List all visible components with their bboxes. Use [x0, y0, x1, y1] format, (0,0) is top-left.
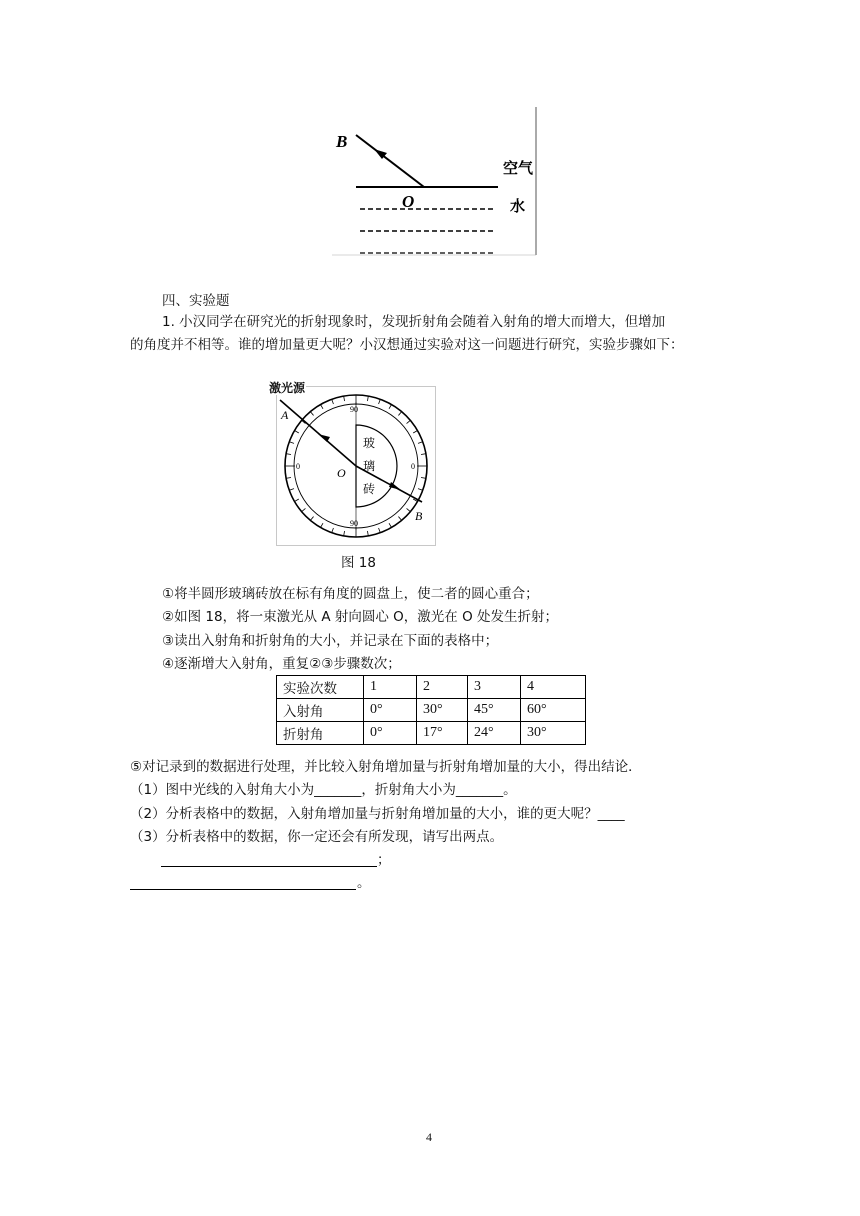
table-row: [277, 676, 586, 699]
table-cell: 实验次数: [277, 676, 364, 699]
step-1: ①将半圆形玻璃砖放在标有角度的圆盘上，使二者的圆心重合；: [162, 586, 539, 602]
incident-ray: [280, 400, 356, 466]
tick-mark: [379, 528, 381, 533]
tick-mark: [286, 477, 291, 478]
table-cell: 0°: [364, 722, 417, 745]
tick-mark: [295, 431, 299, 434]
step-2: ②如图 18，将一束激光从 A 射向圆心 O，激光在 O 处发生折射；: [162, 609, 559, 625]
tick-mark: [310, 517, 313, 521]
tick-mark: [344, 531, 345, 536]
table-row: [277, 722, 586, 745]
table-cell: 30°: [521, 722, 586, 745]
tick-mark: [310, 412, 313, 416]
table-cell: 45°: [468, 699, 521, 722]
page-number: 4: [426, 1130, 432, 1144]
tick-mark: [379, 399, 381, 404]
figure-caption: 图 18: [341, 555, 376, 571]
tick-mark: [407, 420, 411, 423]
table-cell: 3: [468, 676, 521, 699]
laser-source-label: 激光源: [269, 381, 306, 395]
glass-char-2: 璃: [363, 459, 376, 473]
table-cell: 2: [417, 676, 468, 699]
table-cell: 折射角: [277, 722, 364, 745]
answer-blank-2[interactable]: [130, 889, 356, 890]
tick-mark: [398, 517, 401, 521]
label-air: 空气: [503, 159, 534, 177]
tick-mark: [332, 528, 334, 533]
table-cell: 1: [364, 676, 417, 699]
step-5: ⑤对记录到的数据进行处理，并比较入射角增加量与折射角增加量的大小，得出结论．: [130, 759, 642, 775]
answer-blank-1[interactable]: [161, 866, 377, 867]
table-cell: 17°: [417, 722, 468, 745]
answer-line-2-end: 。: [357, 875, 371, 891]
tick-mark: [418, 489, 423, 491]
tick-label-top: 90: [350, 405, 358, 414]
tick-mark: [389, 523, 392, 527]
tick-mark: [295, 499, 299, 502]
table-cell: 4: [521, 676, 586, 699]
question-line-1: [162, 313, 665, 331]
subquestion-3: （3）分析表格中的数据，你一定还会有所发现，请写出两点。: [130, 829, 504, 845]
tick-mark: [398, 412, 401, 416]
step-3: ③读出入射角和折射角的大小，并记录在下面的表格中；: [162, 633, 499, 649]
label-o: O: [402, 192, 415, 211]
light-ray-bo: [356, 135, 424, 187]
glass-char-3: 砖: [363, 482, 376, 496]
tick-mark: [367, 531, 368, 536]
tick-label-left: 0: [296, 462, 300, 471]
tick-mark: [421, 454, 426, 455]
tick-mark: [421, 477, 426, 478]
tick-mark: [321, 405, 324, 409]
table-cell: 60°: [521, 699, 586, 722]
table-cell: 24°: [468, 722, 521, 745]
tick-mark: [321, 523, 324, 527]
tick-mark: [344, 396, 345, 401]
label-water: 水: [510, 197, 526, 215]
label-a: A: [281, 408, 289, 422]
tick-mark: [418, 442, 423, 444]
tick-mark: [389, 405, 392, 409]
subquestion-2: （2）分析表格中的数据，入射角增加量与折射角增加量的大小，谁的更大呢？____: [130, 806, 625, 822]
tick-mark: [407, 508, 411, 511]
label-b: B: [336, 132, 348, 151]
table-cell: 30°: [417, 699, 468, 722]
tick-mark: [413, 431, 417, 434]
subquestion-1: （1）图中光线的入射角大小为_______，折射角大小为_______。: [130, 782, 517, 798]
tick-label-bottom: 90: [350, 519, 358, 528]
label-b: B: [415, 509, 423, 523]
tick-mark: [286, 454, 291, 455]
tick-mark: [332, 399, 334, 404]
tick-label-right: 0: [411, 462, 415, 471]
data-table: [276, 675, 586, 745]
refraction-disk-diagram: [276, 386, 436, 546]
reflection-diagram: [330, 105, 542, 257]
question-line-2: 的角度并不相等。谁的增加量更大呢？小汉想通过实验对这一问题进行研究，实验步骤如下：: [130, 337, 684, 353]
question-number: 1: [162, 314, 171, 330]
tick-mark: [289, 489, 294, 491]
tick-mark: [289, 442, 294, 444]
table-row: [277, 699, 586, 722]
section-title: 四、实验题: [162, 293, 230, 309]
table-cell: 0°: [364, 699, 417, 722]
glass-char-1: 玻: [363, 436, 376, 450]
label-o: O: [337, 466, 346, 480]
table-cell: 入射角: [277, 699, 364, 722]
answer-line-1-end: ；: [377, 852, 391, 868]
tick-mark: [302, 508, 306, 511]
tick-mark: [367, 396, 368, 401]
step-4: ④逐渐增大入射角，重复②③步骤数次；: [162, 656, 401, 672]
question-text-1: . 小汉同学在研究光的折射现象时，发现折射角会随着入射角的增大而增大，但增加: [170, 314, 666, 330]
